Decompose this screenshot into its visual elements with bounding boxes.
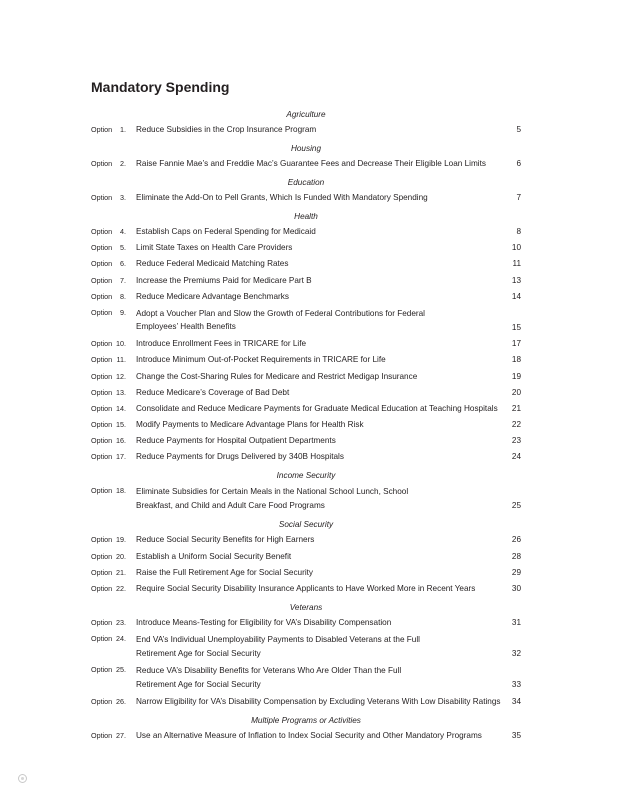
option-title-line: Reduce Medicare Advantage Benchmarks [136,291,289,301]
option-title [136,124,516,136]
option-title [136,485,516,512]
page-number: 30 [511,584,521,593]
option-number: 16. [116,436,126,446]
option-title-line: Breakfast, and Child and Adult Care Food Programs [136,500,325,510]
option-title [136,567,516,579]
section-heading: Health [294,212,318,221]
page-number: 15 [511,322,521,332]
page-number: 29 [511,567,521,577]
option-title-line: Reduce Social Security Benefits for High Earners [136,535,315,545]
toc-entry[interactable] [0,435,618,447]
option-title [136,307,516,334]
option-label: Option [91,665,113,675]
option-label: Option [91,339,113,349]
page-number: 25 [511,501,521,511]
option-number: 4. [120,227,126,236]
page-number: 26 [511,535,521,545]
option-label: Option [91,387,113,397]
toc-entry[interactable] [0,664,618,691]
page-number: 28 [511,551,521,561]
option-label: Option [91,420,113,430]
page-number: 22 [511,420,521,430]
toc-entry[interactable] [0,275,618,287]
toc-entry[interactable] [0,226,618,238]
option-label: Option [91,193,113,202]
option-number: 19. [116,535,126,545]
page-number: 5 [516,125,521,134]
option-title-line: Reduce VA’s Disability Benefits for Veterans Who Are Older Than the Full [136,666,402,676]
section-heading: Social Security [278,520,334,530]
option-label: Option [91,486,113,496]
option-title-line: Modify Payments to Medicare Advantage Plans for Health Risk [136,420,364,430]
option-label: Option [91,243,113,253]
option-label: Option [91,259,113,269]
option-label: Option [91,159,113,168]
page-number: 24 [511,452,521,462]
option-label: Option [91,275,113,285]
page-title: Mandatory Spending [91,79,230,95]
option-title-line: End VA’s Individual Unemployability Payments to Disabled Veterans at the Full [136,635,420,645]
option-title-line: Establish a Uniform Social Security Benefit [136,551,292,561]
option-title [136,387,516,399]
option-label: Option [91,291,113,301]
option-label: Option [91,634,113,644]
option-title-line: Introduce Means-Testing for Eligibility for VA’s Disability Compensation [136,618,392,627]
section-heading: Agriculture [286,110,326,119]
page-number: 6 [516,159,521,168]
option-title [136,354,516,366]
toc-entry[interactable] [0,696,618,708]
option-title-line: Establish Caps on Federal Spending for Medicaid [136,227,316,236]
toc-entry[interactable] [0,633,618,660]
option-label: Option [91,355,113,365]
option-title-line: Increase the Premiums Paid for Medicare Part B [136,275,312,285]
option-title [136,275,516,287]
option-number: 27. [116,730,126,740]
page-number: 23 [511,436,521,446]
toc-entry[interactable] [0,307,618,334]
option-title [136,696,516,708]
option-title-line: Introduce Enrollment Fees in TRICARE for Life [136,339,307,349]
option-title [136,291,516,303]
option-title [136,551,516,563]
option-title [136,158,516,170]
option-label: Option [91,567,113,577]
option-title [136,192,516,204]
toc-entry[interactable] [0,258,618,270]
option-title-line: Introduce Minimum Out-of-Pocket Requirements in TRICARE for Life [136,355,386,365]
option-number: 11. [116,355,126,365]
option-title-line: Retirement Age for Social Security [136,679,261,689]
toc-entry[interactable] [0,291,618,303]
page-number: 7 [516,193,521,202]
option-label: Option [91,125,113,134]
section-heading: Veterans [289,603,323,612]
page-number: 31 [511,618,521,627]
toc-entry[interactable] [0,354,618,366]
option-label: Option [91,584,113,593]
option-title-line: Adopt a Voucher Plan and Slow the Growth of Federal Contributions for Federal [136,308,426,318]
option-number: 9. [120,307,126,317]
toc-entry[interactable] [0,242,618,254]
option-title-line: Limit State Taxes on Health Care Providers [136,243,293,253]
option-label: Option [91,535,113,545]
page-number: 18 [511,355,521,365]
option-label: Option [91,551,113,561]
option-number: 26. [116,696,126,706]
option-title-line: Reduce Subsidies in the Crop Insurance Program [136,125,317,134]
option-number: 8. [120,291,126,301]
option-number: 10. [116,339,126,349]
option-number: 14. [116,403,126,413]
page-number: 8 [516,227,521,236]
section-heading: Multiple Programs or Activities [251,715,361,725]
option-label: Option [91,436,113,446]
option-title [136,534,516,546]
toc-entry[interactable] [0,534,618,546]
option-title-line: Change the Cost-Sharing Rules for Medicare and Restrict Medigap Insurance [136,371,418,381]
option-title [136,730,516,742]
option-title [136,338,516,350]
option-label: Option [91,618,113,627]
option-label: Option [91,696,113,706]
option-number: 23. [116,618,126,627]
page-number: 20 [511,387,521,397]
page-number: 11 [512,259,521,269]
option-number: 7. [120,275,126,285]
option-number: 3. [120,193,126,202]
toc-entry[interactable] [0,617,618,629]
section-heading: Education [287,178,325,187]
option-number: 17. [116,452,126,462]
option-title [136,617,516,629]
page-number: 33 [511,680,521,690]
option-title [136,371,516,383]
page-number: 35 [511,730,521,740]
toc-entry[interactable] [0,158,618,170]
page-number: 13 [511,275,521,285]
option-label: Option [91,403,113,413]
option-label: Option [91,730,113,740]
option-title [136,403,516,415]
option-title [136,664,516,691]
option-number: 1. [120,125,126,134]
option-title [136,242,516,254]
option-title-line: Consolidate and Reduce Medicare Payments for Graduate Medical Education at Teaching Hospitals [136,403,498,413]
option-title-line: Reduce Payments for Hospital Outpatient Departments [136,436,336,446]
toc-entry[interactable] [0,451,618,463]
option-title-line: Retirement Age for Social Security [136,648,261,658]
option-title-line: Use an Alternative Measure of Inflation to Index Social Security and Other Mandatory Programs [136,730,482,740]
toc-entry[interactable] [0,583,618,595]
option-title-line: Reduce Federal Medicaid Matching Rates [136,259,289,269]
option-label: Option [91,227,113,236]
option-number: 2. [120,159,126,168]
option-title [136,258,516,270]
toc-entry[interactable] [0,371,618,383]
toc-entry[interactable] [0,403,618,415]
toc-entry[interactable] [0,485,618,512]
toc-entry[interactable] [0,551,618,563]
option-number: 18. [116,486,126,496]
toc-entry[interactable] [0,387,618,399]
option-title-line: Eliminate the Add-On to Pell Grants, Which Is Funded With Mandatory Spending [136,193,428,202]
option-number: 5. [120,243,126,253]
option-title-line: Eliminate Subsidies for Certain Meals in the National School Lunch, School [136,487,409,497]
option-title [136,451,516,463]
option-number: 24. [116,634,126,644]
option-number: 12. [116,371,126,381]
toc-entry[interactable] [0,567,618,579]
circle-icon [18,774,27,783]
option-title-line: Require Social Security Disability Insurance Applicants to Have Worked More in Recent Years [136,584,476,593]
page-number: 14 [511,291,521,301]
option-title [136,583,516,595]
option-label: Option [91,452,113,462]
option-number: 21. [116,567,126,577]
toc-entry[interactable] [0,124,618,136]
option-title-line: Reduce Payments for Drugs Delivered by 340B Hospitals [136,452,344,462]
option-number: 15. [116,420,126,430]
option-title [136,435,516,447]
option-label: Option [91,307,113,317]
page-number: 19 [511,371,521,381]
option-title-line: Employees’ Health Benefits [136,322,236,332]
option-number: 20. [116,551,126,561]
toc-entry[interactable] [0,192,618,204]
toc-entry[interactable] [0,419,618,431]
toc-entry[interactable] [0,730,618,742]
option-title-line: Raise Fannie Mae’s and Freddie Mac’s Guarantee Fees and Decrease Their Eligible Loan Limits [136,159,486,168]
option-title [136,633,516,660]
option-title [136,226,516,238]
option-number: 6. [120,259,126,269]
page-number: 32 [511,649,521,659]
option-label: Option [91,371,113,381]
option-number: 22. [116,584,126,593]
option-title-line: Reduce Medicare’s Coverage of Bad Debt [136,387,290,397]
section-heading: Income Security [276,471,336,481]
page-number: 34 [511,696,521,706]
option-title-line: Raise the Full Retirement Age for Social Security [136,567,314,577]
page-number: 17 [511,339,521,349]
option-title [136,419,516,431]
option-title-line: Narrow Eligibility for VA’s Disability Compensation by Excluding Veterans With Low Disability Ratings [136,696,501,706]
option-number: 13. [116,387,126,397]
page-number: 21 [511,403,521,413]
section-heading: Housing [290,144,322,153]
page-number: 10 [511,243,521,253]
option-number: 25. [116,665,126,675]
toc-entry[interactable] [0,338,618,350]
table-of-contents [0,109,618,746]
